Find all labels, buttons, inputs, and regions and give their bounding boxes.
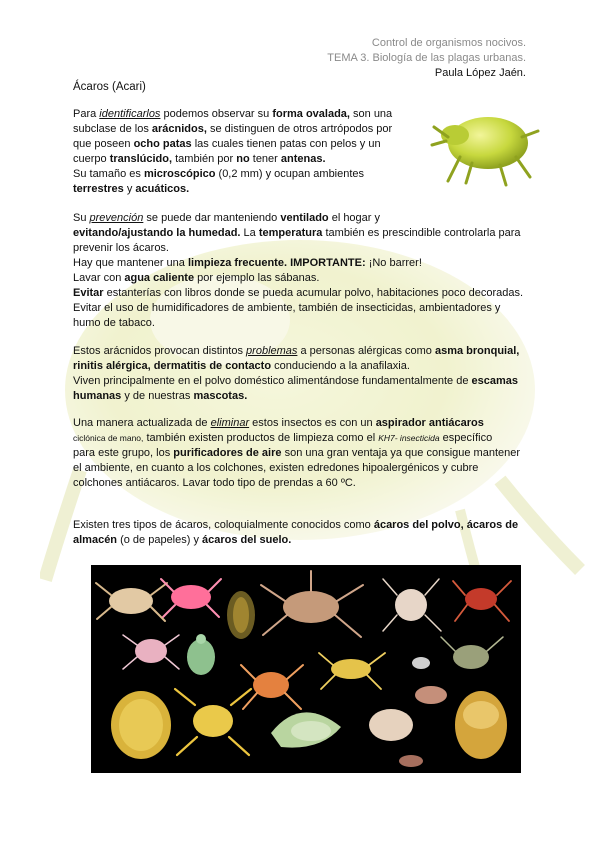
topic-title: TEMA 3. Biología de las plagas urbanas. [327, 52, 526, 64]
document-header [327, 36, 526, 81]
course-title: Control de organismos nocivos. [371, 37, 526, 49]
paragraph-elimination: Una manera actualizada de eliminar estos insectos es con un aspirador antiácaros ciclónica de mano, también existen productos de limpieza como el KH7- insecticida específico para este grupo, los purificadores de aire son una gran ventaja ya que consigue mantener el ambiente, en cuanto a los colchones, existen edredones hipoalergénicos y cubre colchones antiácaros. Lavar todo tipo de prendas a 60 ºC. [73, 417, 521, 489]
mites-collage-image [91, 565, 521, 773]
author-name: Paula López Jaén. [434, 67, 526, 79]
paragraph-prevention: Su prevención se puede dar manteniendo ventilado el hogar y evitando/ajustando la humedad. La temperatura también es prescindible controlarla para prevenir los ácaros. Hay que mantener una limpieza frecuente. IMPORTANTE: ¡No barrer! Lavar con agua caliente por ejemplo las sábanas. Evitar estanterías con libros donde se pueda acumular polvo, habitaciones poco decoradas. Evitar el uso de humidificadores de ambiente, también de insecticidas, ambientadores y humo de tabaco. [73, 212, 524, 329]
mites-collage-drawing [91, 565, 521, 773]
paragraph-types: Existen tres tipos de ácaros, coloquialmente conocidos como ácaros del polvo, ácaros de almacén (o de papeles) y ácaros del suelo. [73, 519, 519, 546]
section-title: Ácaros (Acari) [73, 81, 146, 93]
paragraph-identification: Para identificarlos podemos observar su forma ovalada, son una subclase de los arácnidos, se distinguen de otros artrópodos por que poseen ocho patas las cuales tienen patas con pelos y un cuerpo translúcido, también por no tener antenas. Su tamaño es microscópico (0,2 mm) y ocupan ambientes terrestres y acuáticos. [73, 108, 393, 195]
mite-illustration [430, 97, 540, 187]
paragraph-problems: Estos arácnidos provocan distintos problemas a personas alérgicas como asma bronquial, rinitis alérgica, dermatitis de contacto conduciendo a la anafilaxia. Viven principalmente en el polvo doméstico alimentándose fundamentalmente de escamas humanas y de nuestras mascotas. [73, 345, 520, 402]
